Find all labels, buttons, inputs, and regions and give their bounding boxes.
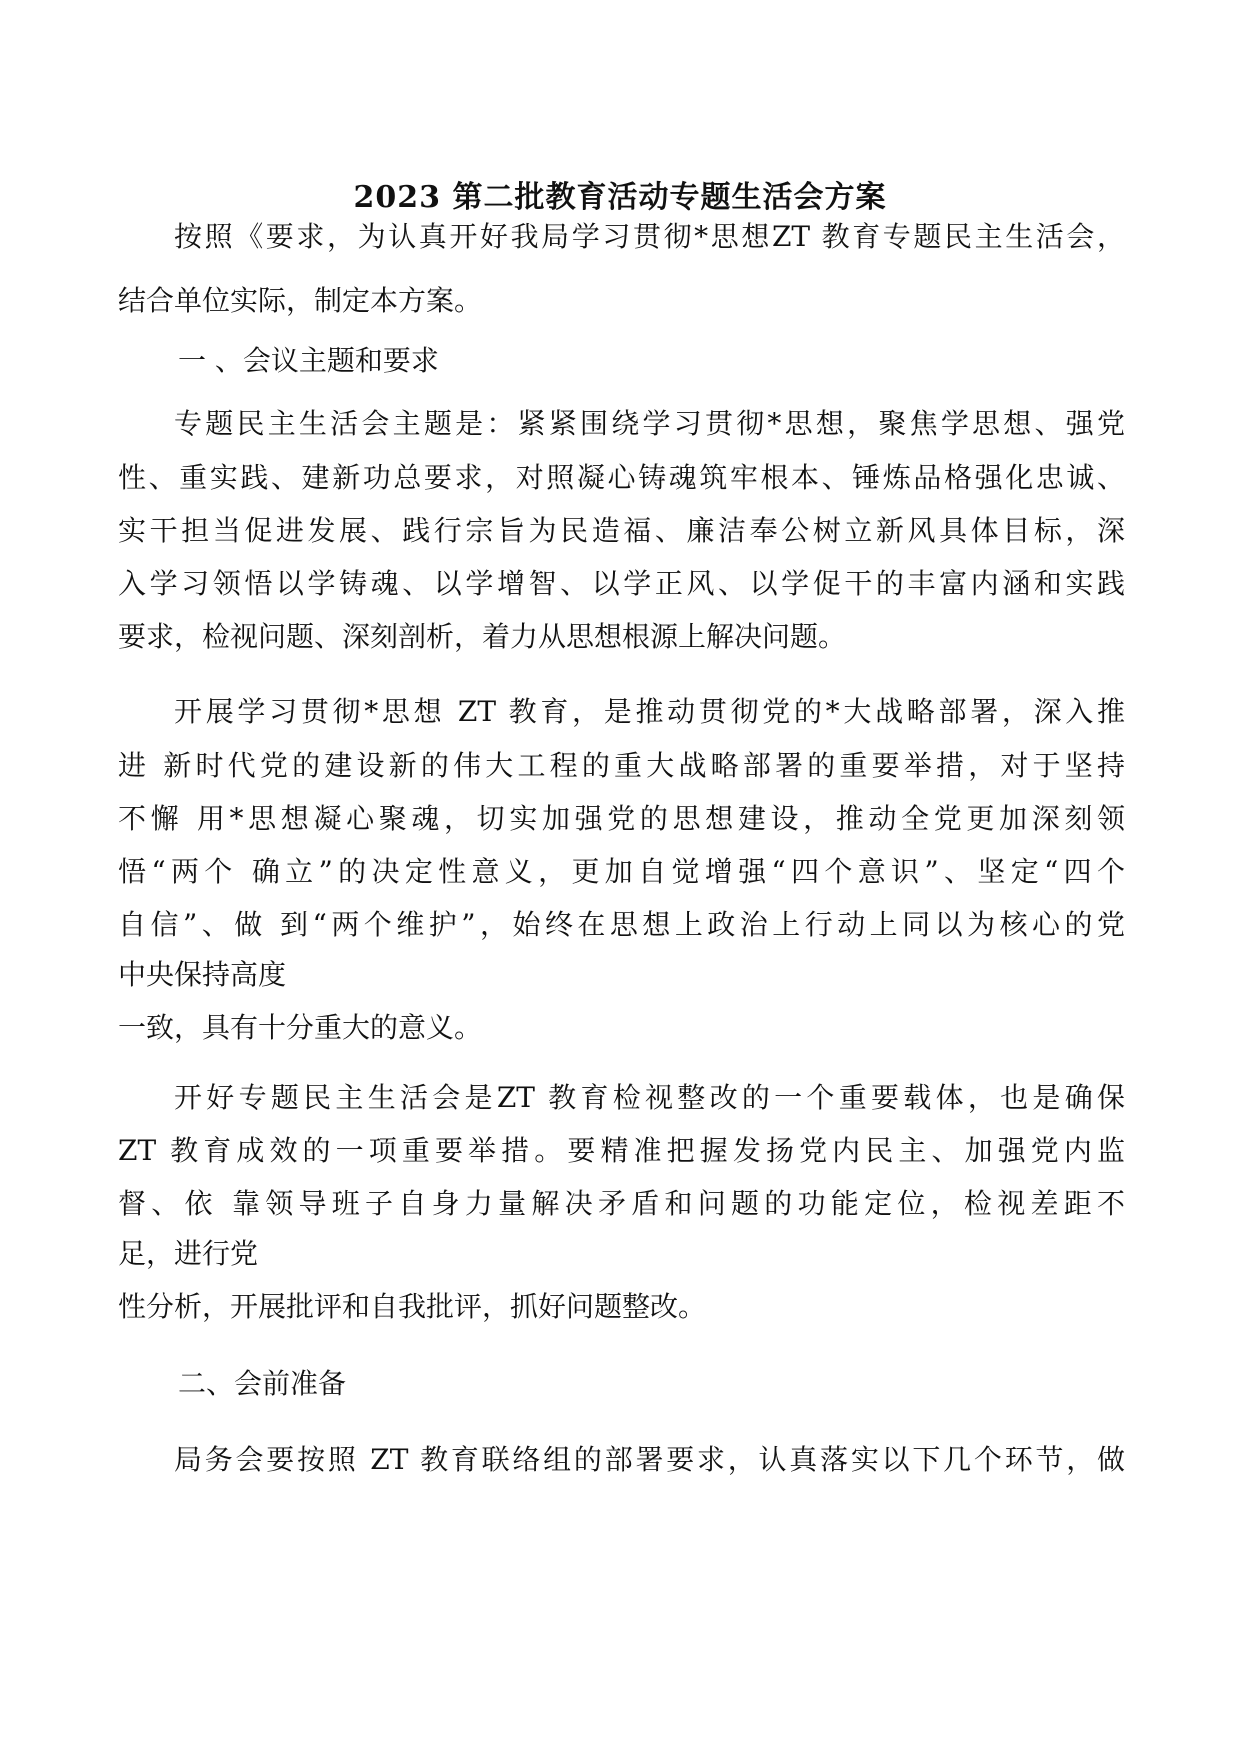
paragraph-line: 性分析，开展批评和自我批评，抓好问题整改。 — [118, 1290, 707, 1323]
paragraph-line: ZT 教育成效的一项重要举措。要精准把握发扬党内民主、加强党内监 — [118, 1134, 1125, 1167]
section-heading-1: 一 、会议主题和要求 — [178, 344, 439, 377]
paragraph-line: 要求，检视问题、深刻剖析，着力从思想根源上解决问题。 — [118, 620, 847, 653]
paragraph-line: 进 新时代党的建设新的伟大工程的重大战略部署的重要举措，对于坚持 — [118, 749, 1125, 782]
paragraph-line: 中央保持高度 — [118, 958, 287, 991]
paragraph-line: 督、依 靠领导班子自身力量解决矛盾和问题的功能定位，检视差距不 — [118, 1187, 1125, 1220]
intro-line: 按照《要求，为认真开好我局学习贯彻*思想ZT 教育专题民主生活会， — [174, 220, 1125, 253]
paragraph-line: 专题民主生活会主题是：紧紧围绕学习贯彻*思想，聚焦学思想、强党 — [174, 407, 1125, 440]
paragraph-line: 开展学习贯彻*思想 ZT 教育，是推动贯彻党的*大战略部署，深入推 — [174, 695, 1125, 728]
section-heading-2: 二、会前准备 — [178, 1367, 347, 1400]
paragraph-line: 入学习领悟以学铸魂、以学增智、以学正风、以学促干的丰富内涵和实践 — [118, 567, 1125, 600]
paragraph-line: 局务会要按照 ZT 教育联络组的部署要求，认真落实以下几个环节，做 — [174, 1443, 1125, 1476]
paragraph-line: 不懈 用*思想凝心聚魂，切实加强党的思想建设，推动全党更加深刻领 — [118, 802, 1125, 835]
paragraph-line: 性、重实践、建新功总要求，对照凝心铸魂筑牢根本、锤炼品格强化忠诚、 — [118, 461, 1125, 494]
document-title: 2023 第二批教育活动专题生活会方案 — [353, 180, 887, 215]
paragraph-line: 一致，具有十分重大的意义。 — [118, 1011, 483, 1044]
paragraph-line: 开好专题民主生活会是ZT 教育检视整改的一个重要载体，也是确保 — [174, 1081, 1125, 1114]
paragraph-line: 实干担当促进发展、践行宗旨为民造福、廉洁奉公树立新风具体目标，深 — [118, 514, 1125, 547]
paragraph-line: 自信”、做 到“两个维护”，始终在思想上政治上行动上同以为核心的党 — [118, 908, 1125, 941]
intro-line: 结合单位实际，制定本方案。 — [118, 284, 483, 317]
paragraph-line: 足，进行党 — [118, 1237, 259, 1270]
paragraph-line: 悟“两个 确立”的决定性意义，更加自觉增强“四个意识”、坚定“四个 — [118, 855, 1125, 888]
